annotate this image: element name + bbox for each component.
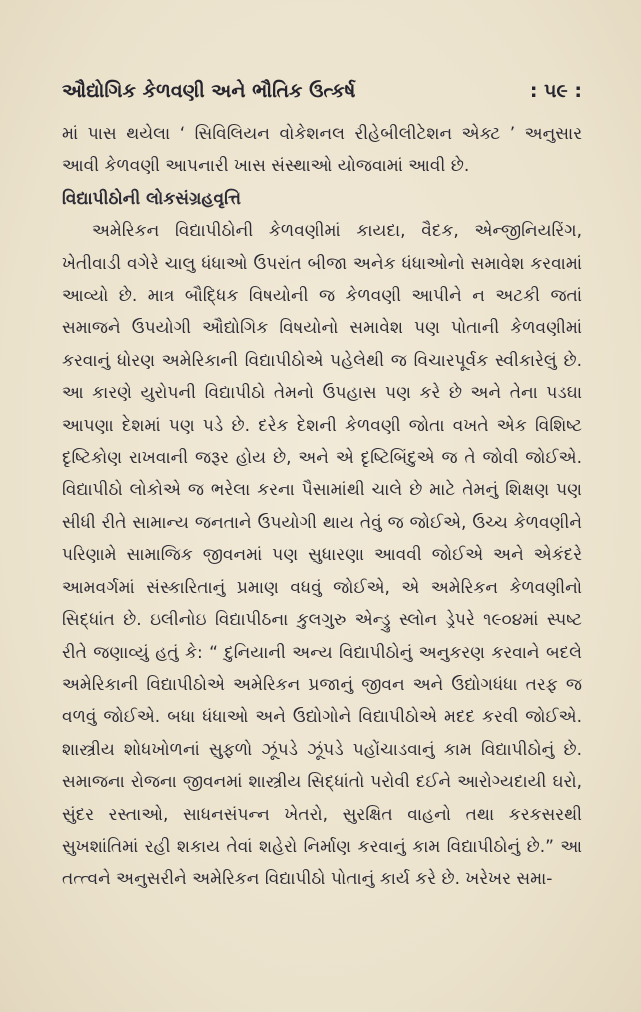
- body-paragraph: અમેરિકન વિદ્યાપીઠોની કેળવણીમાં કાયદા, વૈદક, એન્જીનિયરિંગ, ખેતીવાડી વગેરે ચાલુ ધંધાઓ ઉપરાંત બીજા અનેક ધંધાઓનો સમાવેશ કરવામાં આવ્યો છે. માત્ર બૌદ્ધિક વિષયોની જ કેળવણી આપીને ન અટકી જતાં સમાજને ઉપયોગી ઔદ્યોગિક વિષયોનો સમાવેશ પણ પોતાની કેળવણીમાં કરવાનું ધોરણ અમેરિકાની વિદ્યાપીઠોએ પહેલેથી જ વિચારપૂર્વક સ્વીકારેલું છે. આ કારણે યુરોપની વિદ્યાપીઠો તેમનો ઉપહાસ પણ કરે છે અને તેના પડઘા આપણા દેશમાં પણ પડે છે. દરેક દેશની કેળવણી જોતા વખતે એક વિશિષ્ટ દૃષ્ટિકોણ રાખવાની જરૂર હોય છે, અને એ દૃષ્ટિબિંદુએ જ તે જોવી જોઈએ. વિદ્યાપીઠો લોકોએ જ ભરેલા કરના પૈસામાંથી ચાલે છે માટે તેમનું શિક્ષણ પણ સીધી રીતે સામાન્ય જનતાને ઉપયોગી થાય તેવું જ જોઈએ, ઉચ્ચ કેળવણીને પરિણામે સામાજિક જીવનમાં પણ સુધારણા આવવી જોઈએ અને એકંદરે આમવર્ગમાં સંસ્કારિતાનું પ્રમાણ વધવું જોઈએ, એ અમેરિકન કેળવણીનો સિદ્ધાંત છે. ઇલીનોઇ વિદ્યાપીઠના કુલગુરુ એન્ડ્રુ સ્લોન ડ્રેપરે ૧૯૦૪માં સ્પષ્ટ રીતે જણાવ્યું હતું કે: “ દુનિયાની અન્ય વિદ્યાપીઠોનું અનુકરણ કરવાને બદલે અમેરિકાની વિદ્યાપીઠોએ અમેરિકન પ્રજાનું જીવન અને ઉદ્યોગધંધા તરફ જ વળવું જોઈએ. બધા ધંધાઓ અને ઉદ્યોગોને વિદ્યાપીઠોએ મદદ કરવી જોઈએ. શાસ્ત્રીય શોધખોળનાં સુફળો ઝૂંપડે ઝૂંપડે પહોંચાડવાનું કામ વિદ્યાપીઠોનું છે. સમાજના રોજના જીવનમાં શાસ્ત્રીય સિદ્ધાંતો પરોવી દઈને આરોગ્યદાયી ઘરો, સુંદર રસ્તાઓ, સાધનસંપન્ન ખેતરો, સુરક્ષિત વાહનો તથા કરકસરથી સુખશાંતિમાં રહી શકાય તેવાં શહેરો નિર્માણ કરવાનું કામ વિદ્યાપીઠોનું છે.” આ તત્ત્વને અનુસરીને અમેરિકન વિદ્યાપીઠો પોતાનું કાર્ય કરે છે. ખરેખર સમા-: [62, 221, 582, 890]
- page-body: [62, 118, 582, 896]
- intro-paragraph: માં પાસ થયેલા ‘ સિવિલિયન વોકેશનલ રીહેબીલીટેશન એક્ટ ’ અનુસાર આવી કેળવણી આપનારી ખાસ સંસ્થાઓ યોજવામાં આવી છે.: [62, 124, 582, 177]
- page-number: : ૫૯ :: [529, 80, 582, 102]
- running-header: [62, 74, 582, 108]
- section-heading: વિદ્યાપીઠોની લોકસંગ્રહવૃત્તિ: [62, 188, 241, 209]
- chapter-title: ઔદ્યોગિક કેળવણી અને ભૌતિક ઉત્કર્ષ: [62, 80, 356, 102]
